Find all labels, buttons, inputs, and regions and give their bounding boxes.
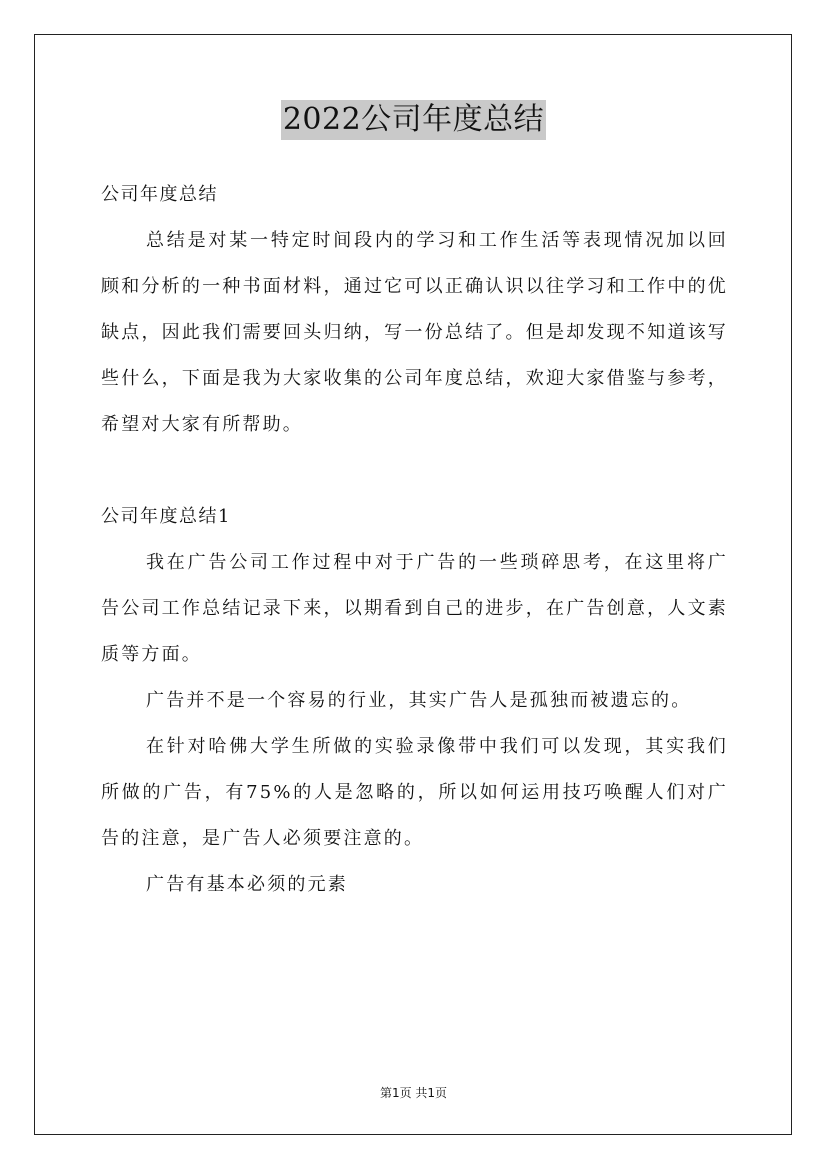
subtitle: 公司年度总结 bbox=[101, 184, 218, 205]
intro-paragraph: 总结是对某一特定时间段内的学习和工作生活等表现情况加以回顾和分析的一种书面材料，通过它可以正确认识以往学习和工作中的优缺点，因此我们需要回头归纳，写一份总结了。但是却发现不知道该写些什么，下面是我为大家收集的公司年度总结，欢迎大家借鉴与参考，希望对大家有所帮助。 bbox=[101, 230, 728, 435]
body-paragraph: 在针对哈佛大学生所做的实验录像带中我们可以发现，其实我们所做的广告，有75%的人是忽略的，所以如何运用技巧唤醒人们对广告的注意，是广告人必须要注意的。 bbox=[101, 736, 728, 849]
body-paragraph: 广告有基本必须的元素 bbox=[146, 874, 348, 895]
document-body bbox=[101, 172, 728, 908]
spacer bbox=[101, 448, 728, 494]
page-footer: 第1页 共1页 bbox=[379, 1086, 448, 1100]
document-title-wrapper bbox=[0, 100, 827, 140]
section-heading: 公司年度总结1 bbox=[101, 506, 231, 527]
body-paragraph: 我在广告公司工作过程中对于广告的一些琐碎思考，在这里将广告公司工作总结记录下来，以期看到自己的进步，在广告创意，人文素质等方面。 bbox=[101, 552, 728, 665]
body-paragraph: 广告并不是一个容易的行业，其实广告人是孤独而被遗忘的。 bbox=[146, 690, 692, 711]
document-title: 2022公司年度总结 bbox=[281, 100, 546, 140]
